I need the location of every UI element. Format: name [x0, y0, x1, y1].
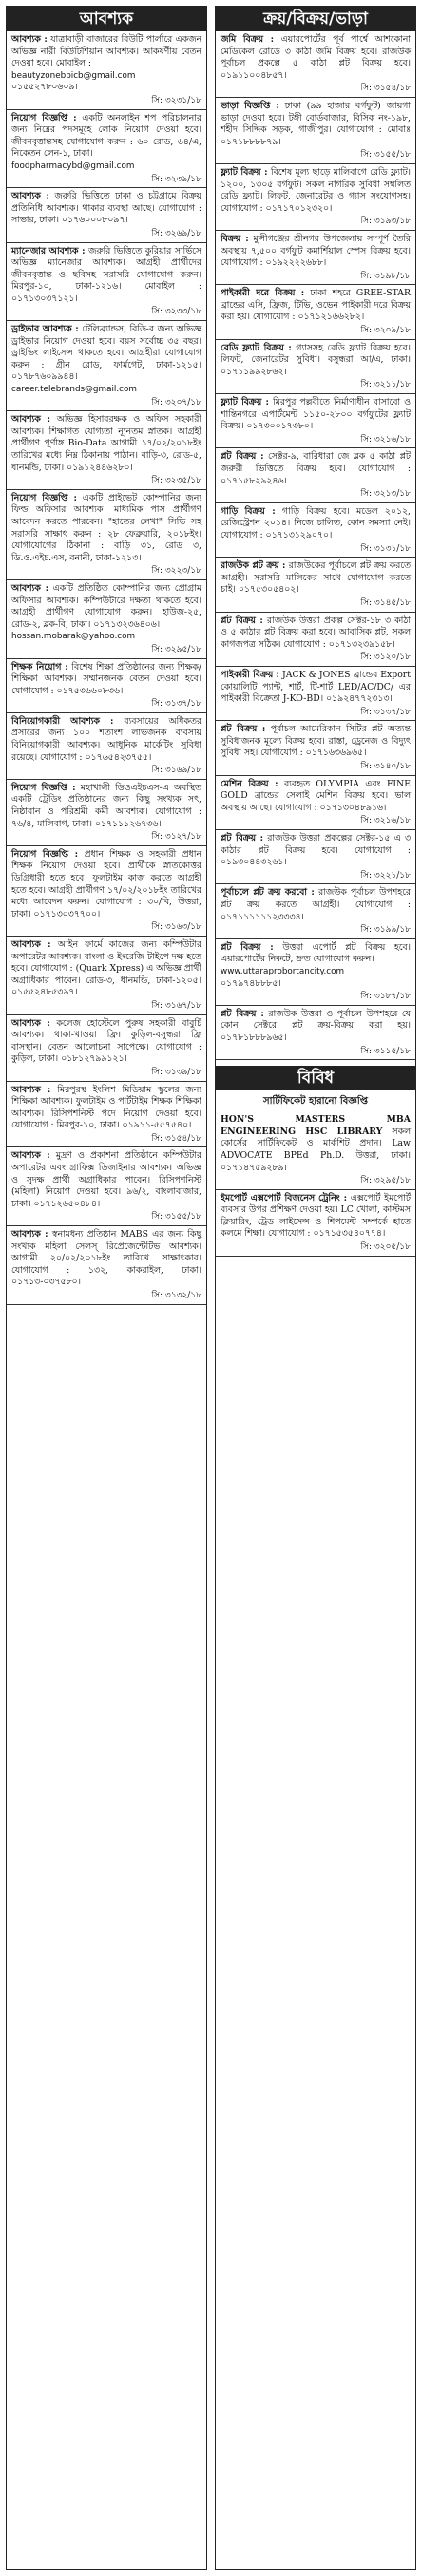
ad-body: একটি অনলাইন শপ পরিচালনার জন্য নিম্নের পদসমূহে লোক নিয়োগ দেওয়া হবে। জীবনবৃত্তান্তসহ যোগাযোগ করুন : ৬০ রোড, ৬৪/এ, নিকেতন লেন-১, ঢাকা।	[11, 112, 201, 160]
ad-code: সি: ৩১৯৮/১৮	[360, 271, 411, 281]
column-wanted	[6, 6, 207, 2570]
ad-text	[221, 234, 411, 270]
ad-body: বিশেষ শিক্ষা প্রতিষ্ঠানের জন্য শিক্ষক/শিক্ষিকা আবশ্যক। সম্মানজনক বেতন দেওয়া হবে। যোগাযোগ : ০১৭৫৩৬৬০৮৩৬।	[11, 661, 201, 696]
ad-text	[221, 724, 411, 760]
classified-ad	[7, 713, 206, 780]
ad-email[interactable]: career.telebrands@gmail.com	[11, 385, 137, 395]
ad-text	[221, 1009, 411, 1045]
section-misc	[216, 1066, 415, 1257]
ad-body: টেলিব্র্যান্ডস, বিডি-র জন্য অভিজ্ঞ ড্রাইভার নিয়োগ দেওয়া হবে। বয়স সর্বোচ্চ ৩৫ বছর। ড্রাইভিং লাইসেন্স থাকতে হবে। আগ্রহীরা যোগাযোগ করুন : গ্রীন রোড, ফার্মগেট, ঢাকা-১২১৫। ০১৭৮৭৬০৯৯৪৪।	[11, 324, 201, 383]
ad-code: সি: ৩২১৩/১৮	[360, 489, 411, 500]
ad-title: আবশ্যক :	[11, 938, 51, 950]
ad-code: সি: ৩২২৩/১৮	[151, 566, 201, 577]
ad-title: প্লট বিক্রয় :	[221, 724, 266, 735]
ad-text	[11, 1018, 201, 1066]
ad-text	[221, 397, 411, 433]
ad-code: সি: ৩১৪৫/১৮	[360, 597, 411, 608]
ad-title: বিনিয়োগকারী আবশ্যক :	[11, 715, 114, 727]
ad-body: রাজউক পূর্বাচল উপশহরে প্লট ক্রয় করতে আগ্রহী। যোগাযোগ : ০১৭১১১১১১২৩৩৩৪।	[221, 887, 411, 922]
ad-title: পাইকারী দরে বিক্রয় :	[221, 288, 305, 299]
ad-title: HON'S MASTERS MBA ENGINEERING HSC LIBRARY	[221, 1114, 411, 1137]
ad-body: সকল কোর্সের সার্টিফিকেট ও মার্কশিট প্রদান। Law ADVOCATE BPEd Ph.D. উত্তরা, ঢাকা। ০১৭১৪৭৫৯২৮৯।	[221, 1126, 411, 1173]
ad-body: ব্যবসায়ের অধিকতর প্রসারের জন্য ১০০ শতাংশ লাভজনক ব্যবসায় বিনিয়োগকারী আবশ্যক। আধুনিক মার্কেটিং সুবিধা রয়েছে। যোগাযোগ : ০১৭৬৫৪২৩৭৫৫।	[11, 715, 201, 763]
ad-code: সি: ৩২৯৫/১৮	[360, 1176, 411, 1186]
ad-code: সি: ৩১৬৯/১৮	[151, 766, 201, 776]
ad-body: স্বনামধন্য প্রতিষ্ঠান MABS এর জন্য কিছু সংখ্যক মহিলা সেলস্ রিপ্রেজেন্টেটিভ আবশ্যক। আগামী ২০/০২/২০১৮ইং তারিখে সাক্ষাৎকার। যোগাযোগ : ১৩২, কাকরাইল, ঢাকা। ০১৭১৩-০৩৭৫৮০।	[11, 1229, 201, 1288]
classified-ad	[216, 340, 415, 394]
ad-text	[11, 716, 201, 764]
classified-ad	[7, 1226, 206, 1305]
ad-text	[221, 779, 411, 815]
ad-text	[221, 942, 411, 966]
ad-title: আবশ্যক :	[11, 191, 49, 202]
ad-body: প্রধান শিক্ষক ও সহকারী প্রধান শিক্ষক নিয়োগ দেওয়া হবে। প্রার্থীকে স্নাতকোত্তর ডিগ্রিধারী হতে হবে। ফুলটাইম কাজ করতে আগ্রহী হতে হবে। আগ্রহী প্রার্থীগণ ১৭/০২/২০১৮ইং তারিখের মধ্যে আবেদন করুন। যোগাযোগ : ৩০/বি, উত্তরা, ঢাকা। ০১৭১৩০৩৭৭০০।	[11, 848, 201, 919]
ad-contact: ০১৫৫২৭৮০৬০৯।	[11, 82, 78, 93]
ad-text	[221, 451, 411, 487]
ad-title: নিয়োগ বিজ্ঞপ্তি :	[11, 112, 77, 123]
ad-text	[11, 849, 201, 921]
ad-title: প্লট বিক্রয় :	[221, 451, 264, 463]
ad-body: ঢাকা (৯৯ হাজার বর্গফুট) জায়গা ভাড়া দেওয়া হবে। টঙ্গী বোর্ডবাজার, বিসিক নং-১৯৮, শহীদ সিদ্দিক সড়ক, গাজীপুর। যোগাযোগ : মোবাঃ ০১৭১৮৮৮৮৭৯।	[221, 100, 411, 147]
ad-code: সি: ৩২৩১/১৮	[151, 95, 201, 105]
classified-ad	[216, 285, 415, 339]
ad-code: সি: ৩২০৫/১৮	[360, 1242, 411, 1253]
ad-title: প্লট বিক্রয় :	[221, 615, 263, 626]
ad-title: গাড়ি বিক্রয় :	[221, 505, 276, 517]
ad-title: মেশিন বিক্রয় :	[221, 778, 278, 789]
classified-ad	[7, 490, 206, 580]
ad-text	[11, 662, 201, 698]
classified-ad	[216, 448, 415, 502]
ad-title: নিয়োগ বিজ্ঞপ্তি :	[11, 848, 79, 860]
ad-code: সি: ৩২০৯/১৮	[360, 326, 411, 336]
ad-contact: ০১৭৯৭৪৮৮৮৫।	[221, 977, 281, 989]
ad-title: আবশ্যক :	[11, 34, 48, 45]
ad-title: ফ্ল্যাট বিক্রয় :	[221, 166, 268, 178]
ad-text	[221, 343, 411, 379]
ad-code: সি: ৩২৬৯/১৮	[151, 228, 201, 238]
ad-body: মুদ্রণ ও প্রকাশনা প্রতিষ্ঠানে কম্পিউটার অপারেটর এবং গ্রাফিক্স ডিজাইনার আবশ্যক। অভিজ্ঞ ও সুদক্ষ প্রার্থী অগ্রাধিকার পাবেন। রিসিপশনিস্ট (মহিলা) নিয়োগ দেওয়া হবে। ৯৬/২, বাংলাবাজার, ঢাকা। ০১৭১২৬৫০৪৮৪।	[11, 1150, 201, 1209]
ad-body: জরুরি ভিত্তিতে কুরিয়ার সার্ভিসে অভিজ্ঞ ম্যানেজার আবশ্যক। আগ্রহী প্রার্থীদের জীবনবৃত্তান্ত ও ছবিসহ সরাসরি যোগাযোগ করুন। মিরপুর-১০, ঢাকা-১২১৬। মোবাইল : ০১৭১৩০৩৭১২১।	[11, 245, 201, 304]
ad-list-wanted	[7, 31, 206, 1305]
classified-ad	[7, 321, 206, 411]
ad-body: মুন্সীগঞ্জের শ্রীনগর উপজেলায় সম্পূর্ণ তৈরি অবস্থায় ৭,৫০০ বর্গফুট কমার্শিয়াল স্পেস বিক্রয় হবে। যোগাযোগ : ০১৯২২২২৬৮৮।	[221, 233, 411, 269]
ad-body: পূর্বাচল আমেরিকান সিটির প্লট অত্যন্ত সুবিধাজনক মূল্যে বিক্রয় হবে। রাস্তা, ড্রেনেজ ও বিদ্যুৎ সুবিধা সহ। যোগাযোগ : ০১৭১৬৩৬৯৬৫।	[221, 724, 411, 759]
ad-title: ইমপোর্ট এক্সপোর্ট বিজনেস ট্রেনিং :	[221, 1192, 348, 1203]
ad-text	[11, 324, 201, 384]
ad-title: পূর্বাচলে প্লট ক্রয় করবো :	[221, 887, 315, 899]
ad-code: সি: ৩১৩৭/১৮	[151, 699, 201, 710]
ad-code: সি: ৩১২৭/১৮	[151, 832, 201, 843]
ad-code: সি: ৩১৩৭/১৮	[360, 707, 411, 717]
classified-ad	[216, 1006, 415, 1060]
classified-ad	[7, 659, 206, 713]
ad-text	[221, 833, 411, 869]
ad-code: সি: ৩১৮৭/১৮	[360, 992, 411, 1002]
ad-title: নিয়োগ বিজ্ঞপ্তি :	[11, 492, 77, 503]
ad-title: প্লট বিক্রয় :	[221, 1008, 264, 1019]
ad-body: যাত্রাবাড়ী বাজারের বিউটি পার্লারে একজন অভিজ্ঞ নারী বিউটিশিয়ান আবশ্যক। আকর্ষণীয় বেতন দেওয়া হবে। মোবাইল :	[11, 34, 201, 69]
ad-code: সি: ৩২৩৫/১৮	[151, 476, 201, 486]
ad-text	[221, 560, 411, 597]
ad-title: প্লট বিক্রয় :	[221, 941, 274, 953]
ad-text	[221, 887, 411, 923]
classified-ad	[216, 98, 415, 164]
classified-ad	[7, 937, 206, 1015]
ad-body: গ্যাসসহ রেডি ফ্ল্যাট বিক্রয় হবে। লিফট, জেনারেটর সুবিধা। বসুন্ধরা আ/এ, ঢাকা। ০১৭১১৯৯২৮৬২।	[221, 342, 411, 377]
ad-email[interactable]: beautyzonebbicb@gmail.com	[11, 70, 136, 81]
ad-body: বিশেষ মূল্য ছাড়ে মালিবাগে রেডি ফ্ল্যাট। ১২০০, ১৩০৫ বর্গফুট। সকল নাগরিক সুবিধা সম্বলিত রেডি ফ্ল্যাট। লিফট, জেনারেটর ও গ্যাস সংযোগসহ। যোগাযোগ : ০১৭১৭০১২৩২০।	[221, 166, 411, 214]
classified-ad	[7, 1015, 206, 1082]
ad-title: আবশ্যক :	[11, 414, 51, 426]
classified-ad	[7, 110, 206, 189]
classified-ad	[216, 939, 415, 1006]
ad-list-buy-sell-rent	[216, 31, 415, 1060]
ad-list-misc	[216, 1111, 415, 1257]
ad-text	[11, 113, 201, 161]
classified-ad	[216, 1190, 415, 1257]
ad-code: সি: ৩২৩৩/১৮	[151, 307, 201, 317]
ad-body: আইন ফার্মে কাজের জন্য কম্পিউটার অপারেটর আবশ্যক। বাংলা ও ইংরেজি টাইপে দক্ষ হতে হবে। যোগাযোগ : (Quark Xpress) এ অভিজ্ঞ প্রার্থী অগ্রাধিকার পাবেন। রোড-৩, ধানমন্ডি, ঢাকা-১২০৫। ০১৫৫২৪৮৫৩৯৭।	[11, 938, 201, 998]
ad-text	[11, 34, 201, 70]
ad-code: সি: ৩১৯৯/১৮	[360, 925, 411, 936]
ad-text	[221, 288, 411, 324]
ad-body: মিরপুর পল্লবীতে নির্মাণাধীন বাসাবো ও শান্তিনগরে এপার্টমেন্ট ১১৫০-২৮০০ বর্গফুটের ফ্ল্যাট বিক্রয়। ০১৭৩০০১৭৩৮০।	[221, 397, 411, 432]
ad-body: মহাখালী ডিওএইচএস-এ অবস্থিত একটি ট্রেডিং প্রতিষ্ঠানের জন্য কিছু সংখ্যক সৎ, নিষ্ঠাবান ও পরিশ্রমী কর্মী আবশ্যক। যোগাযোগ : ৭৬/৪, মালিবাগ, ঢাকা। ০১৭১১১২৬৭৩৬।	[11, 782, 201, 829]
classified-ad	[7, 580, 206, 659]
classified-ad	[216, 884, 415, 938]
column-buy-sell-rent	[215, 6, 416, 2570]
classified-ad	[216, 721, 415, 775]
ad-text	[11, 939, 201, 999]
ad-body: ঢাকা শহরে GREE-STAR ব্রান্ডের এসি, ফ্রিজ, টিভি, ওভেন পাইকারী দরে বিক্রয় করা হয়। যোগাযোগ : ০১৭১২১৬৬২৮২।	[221, 288, 412, 323]
ad-code: সি: ৩২২১/১৮	[360, 870, 411, 881]
ad-email[interactable]: hossan.mobarak@yahoo.com	[11, 632, 136, 642]
ad-body: ব্যবহৃত OLYMPIA এবং FINE GOLD ব্রান্ডের সেলাই মেশিন বিক্রয় হবে। ভাল অবস্থায় আছে। যোগাযোগ : ০১৭১৩০৪৮৯১৬।	[221, 778, 411, 813]
ad-title: পাইকারী বিক্রয় :	[221, 669, 279, 680]
classified-ad	[216, 503, 415, 558]
ad-text	[11, 1085, 201, 1132]
classified-ad	[216, 394, 415, 448]
ad-text	[221, 1114, 411, 1174]
ad-title: ফ্ল্যাট বিক্রয় :	[221, 397, 269, 408]
ad-code: সি: ৩১৪০/১৮	[360, 762, 411, 772]
ad-code: সি: ৩২৯৫/১৮	[151, 644, 201, 654]
ad-code: সি: ৩১১৫/১৮	[360, 1046, 411, 1056]
ad-body: রাজউক উত্তরা প্রকল্প সেক্টর-১৮ ৩ কাঠা ও ৫ কাঠার প্লট বিক্রয় করা হবে। আবাসিক প্লট, সকল কাগজপত্র সঠিক। যোগাযোগ : ০১৭১৩২৩৯১৫৮।	[221, 615, 411, 650]
ad-body: রাজউকের পূর্বাচলে প্লট ক্রয় করতে আগ্রহী। সরাসরি মালিকের সাথে যোগাযোগ করতে চাই। ০১৭৫৩০৫৪০২।	[221, 560, 411, 596]
ad-title: আবশ্যক :	[11, 1229, 48, 1241]
ad-body: একটি প্রাইভেট কোম্পানির জন্য ফিল্ড অফিসার আবশ্যক। মাধ্যমিক পাস প্রার্থীগণ আবেদন করতে পারবেন। "হাতের লেখা" সিভি সহ সরাসরি সাক্ষাৎ করুন : ২৮ ফেব্রুয়ারি, ২০১৮ইং। যোগাযোগের ঠিকানা : বাড়ি ৩১, রোড ৩, ডি.ও.এইচ.এস, বনানী, ঢাকা-১২১৩।	[11, 492, 201, 563]
ad-body: একটি প্রতিষ্ঠিত কোম্পানির জন্য প্রোগ্রাম অফিসার আবশ্যক। কম্পিউটারে দক্ষতা থাকতে হবে। আগ্রহী প্রার্থীগণ যোগাযোগ করুন। হাউজ-২৫, রোড-২, ব্লক-বি, ঢাকা। ০১৭১৩২৩৬৪০৬।	[11, 582, 201, 630]
section-header-misc: বিবিধ	[216, 1066, 415, 1090]
classified-ad	[7, 1147, 206, 1226]
classified-ad	[216, 1111, 415, 1190]
ad-text	[221, 506, 411, 542]
classified-ad	[7, 846, 206, 937]
ad-body: রাজউক উত্তরা ও পূর্বাচল উপশহরে যে কোন সেক্টরে প্লট ক্রয়-বিক্রয় করা হয়। ০১৭৮১৮৮৮৯৬৫।	[221, 1008, 411, 1043]
ad-text	[11, 191, 201, 227]
ad-email[interactable]: foodpharmacybd@gmail.com	[11, 161, 135, 171]
ad-code: সি: ৩১৬৭/১৮	[151, 1000, 201, 1011]
ad-title: আবশ্যক :	[11, 582, 49, 594]
classified-ad	[216, 830, 415, 884]
ad-code: সি: ৩১২০/১৮	[360, 653, 411, 663]
classified-ad	[216, 231, 415, 285]
ad-code: সি: ৩১৯৩/১৮	[360, 217, 411, 227]
ad-code: সি: ৩২১৬/১৮	[360, 434, 411, 445]
ad-text	[221, 616, 411, 652]
section-header-wanted: আবশ্যক	[7, 7, 206, 31]
classified-ad	[216, 558, 415, 612]
ad-body: কলেজ হোস্টেলে পুরুষ সহকারী বাবুর্চি আবশ্যক। থাকা-খাওয়া ফ্রি। কুড়িল-বসুন্ধরা ফ্রি বাসস্থান। বেতন আলোচনা সাপেক্ষে। যোগাযোগ : কুড়িল, ঢাকা। ০১৮১২৭৯৯১২১।	[11, 1017, 201, 1065]
ad-body: অভিজ্ঞ হিসাবরক্ষক ও অফিস সহকারী আবশ্যক। শিক্ষাগত যোগ্যতা ন্যূনতম স্নাতক। আগ্রহী প্রার্থীগণ পূর্ণাঙ্গ Bio-Data আগামী ১৭/০২/২০১৮ইং তারিখের মধ্যে নিম্ন ঠিকানায় পাঠান। বাড়ি-৩, রোড-৫, ধানমন্ডি, ঢাকা। ০১৯১২৪৪৬২৮০।	[11, 414, 201, 473]
ad-code: সি: ৩১৩১/১৮	[360, 543, 411, 554]
ad-text	[11, 783, 201, 830]
ad-body: রাজউক উত্তরা প্রকল্পের সেক্টর-১৫ এ ৩ কাঠার প্লট বিক্রয় হবে। যোগাযোগ : ০১৯৩০৪৪৩২৬১।	[221, 833, 411, 868]
classified-ad	[7, 188, 206, 242]
classified-ad	[7, 1082, 206, 1148]
ad-body: সেক্টর-৯, বারিধারা জে ব্লক ৫ কাঠা প্লট জরুরী ভিত্তিতে বিক্রয় হবে। যোগাযোগ : ০১৭১৫৮২৯২৪৬।	[221, 451, 411, 486]
ad-text	[11, 493, 201, 565]
ad-title: আবশ্যক :	[11, 1017, 50, 1029]
ad-code: সি: ৩১৫৪/১৮	[360, 84, 411, 94]
ad-title: ড্রাইভার আবশ্যক :	[11, 324, 79, 335]
ad-code: সি: ৩১৫৫/১৮	[360, 150, 411, 161]
ad-text	[221, 101, 411, 148]
ad-text	[11, 583, 201, 631]
ad-title: নিয়োগ বিজ্ঞপ্তি :	[11, 782, 76, 793]
ad-code: সি: ৩২০৭/১৮	[151, 397, 201, 407]
ad-title: আবশ্যক :	[11, 1084, 51, 1095]
ad-code: সি: ৩২১১/১৮	[360, 380, 411, 390]
ad-code: সি: ৩১৩৯/১৮	[151, 1067, 201, 1077]
classified-ad	[7, 411, 206, 490]
classified-ad	[216, 613, 415, 667]
ad-title: রেডি ফ্ল্যাট বিক্রয় :	[221, 342, 292, 353]
ad-body: এক্সপোর্ট ইমপোর্ট ব্যবসার উপর প্রশিক্ষণ দেওয়া হয়। LC খোলা, কাস্টমস ক্লিয়ারিং, ট্রেড লাইসেন্স ও শিপমেন্ট সম্পর্কে হাতে কলমে শিক্ষা। যোগাযোগ : ০১৭১৫৩৫৪০৭৭৪।	[221, 1192, 411, 1240]
ad-text	[11, 414, 201, 474]
ad-title: প্লট বিক্রয় :	[221, 833, 263, 844]
ad-text	[221, 670, 411, 706]
ad-code: সি: ৩২৩৯/১৮	[151, 174, 201, 184]
ad-title: বিক্রয় :	[221, 233, 249, 244]
ad-body: মিরপুরস্থ ইংলিশ মিডিয়াম স্কুলের জন্য শিক্ষিকা আবশ্যক। ফুলটাইম ও পার্টটাইম শিক্ষক শিক্ষিকা আবশ্যক। রিসিপশনিস্ট পদে নিয়োগ দেওয়া হবে। যোগাযোগ : মিরপুর-১০, ঢাকা। ০১৯১১-৫৫৭৫৪০।	[11, 1084, 201, 1131]
ad-text	[221, 167, 411, 215]
ad-text	[11, 246, 201, 306]
ad-body: এয়ারপোর্টের পূর্ব পার্শ্বে আশকোনা মেডিকেল রোডে ৩ কাঠা জমি বিক্রয় হবে। রাজউক পূর্বাচল প্রকল্পে ৫ কাঠা প্লট বিক্রয় হবে। ০১৯১১০০৪৮৫৭।	[221, 34, 411, 81]
ad-code: সি: ৩১৬৩/১৮	[151, 922, 201, 933]
ad-code: সি: ৩১৫৫/১৮	[151, 1212, 201, 1222]
ad-title: রাজউক প্লট ক্রয় :	[221, 560, 286, 572]
ad-body: JACK & JONES ব্রান্ডের Export কোয়ালিটি প্যান্ট, শার্ট, টি-শার্ট LED/AC/DC/ এর পাইকারী বিক্রেতা J-KO-BD। ০১৯২৪৭৭২৩১৩।	[221, 669, 411, 705]
ad-code: সি: ৩১৩২/১৮	[151, 1291, 201, 1300]
classified-ad	[7, 31, 206, 110]
ad-code: সি: ৩১৫৪/১৮	[151, 1133, 201, 1144]
ad-title: জমি বিক্রয় :	[221, 34, 275, 45]
ad-text	[11, 1229, 201, 1289]
misc-subtitle: সার্টিফিকেট হারানো বিজ্ঞপ্তি	[263, 1096, 368, 1108]
ad-email[interactable]: www.uttaraprobortancity.com	[221, 966, 345, 976]
ad-title: আবশ্যক :	[11, 1150, 50, 1162]
classified-ad	[216, 164, 415, 231]
classified-ad	[216, 667, 415, 721]
ad-title: ম্যানেজার আবশ্যক :	[11, 245, 86, 256]
ad-body: উত্তরা এপোর্ট প্লট বিক্রয় হবে। এয়ারপোর্টের নিকটে, দ্রুত যোগাযোগ করুন।	[221, 941, 411, 965]
ad-body: জরুরি ভিত্তিতে ঢাকা ও চট্টগ্রামে বিক্রয় প্রতিনিধি আবশ্যক। থাকার ব্যবস্থা আছে। যোগাযোগ : সাভার, ঢাকা। ০১৭৬০০০৮০৯৭।	[11, 191, 201, 226]
ad-body: গাড়ি বিক্রয় হবে। মডেল ২০১২, রেজিস্ট্রেশন ২০১৪। নিজে চালিত, কোন সমস্যা নেই। যোগাযোগ : ০১৭১৩১২৯০৭০।	[221, 505, 411, 540]
ad-text	[221, 1193, 411, 1241]
ad-title: শিক্ষক নিয়োগ :	[11, 661, 68, 672]
ad-title: ভাড়া বিজ্ঞপ্তি :	[221, 100, 279, 111]
classified-ad	[216, 776, 415, 830]
ad-text	[11, 1150, 201, 1210]
section-header-buy-sell-rent: ক্রয়/বিক্রয়/ভাড়া	[216, 7, 415, 31]
classified-ad	[7, 243, 206, 322]
ad-code: সি: ৩২১৬/১৮	[360, 816, 411, 826]
classified-ad	[216, 31, 415, 98]
classified-ad	[7, 780, 206, 846]
ad-text	[221, 34, 411, 82]
